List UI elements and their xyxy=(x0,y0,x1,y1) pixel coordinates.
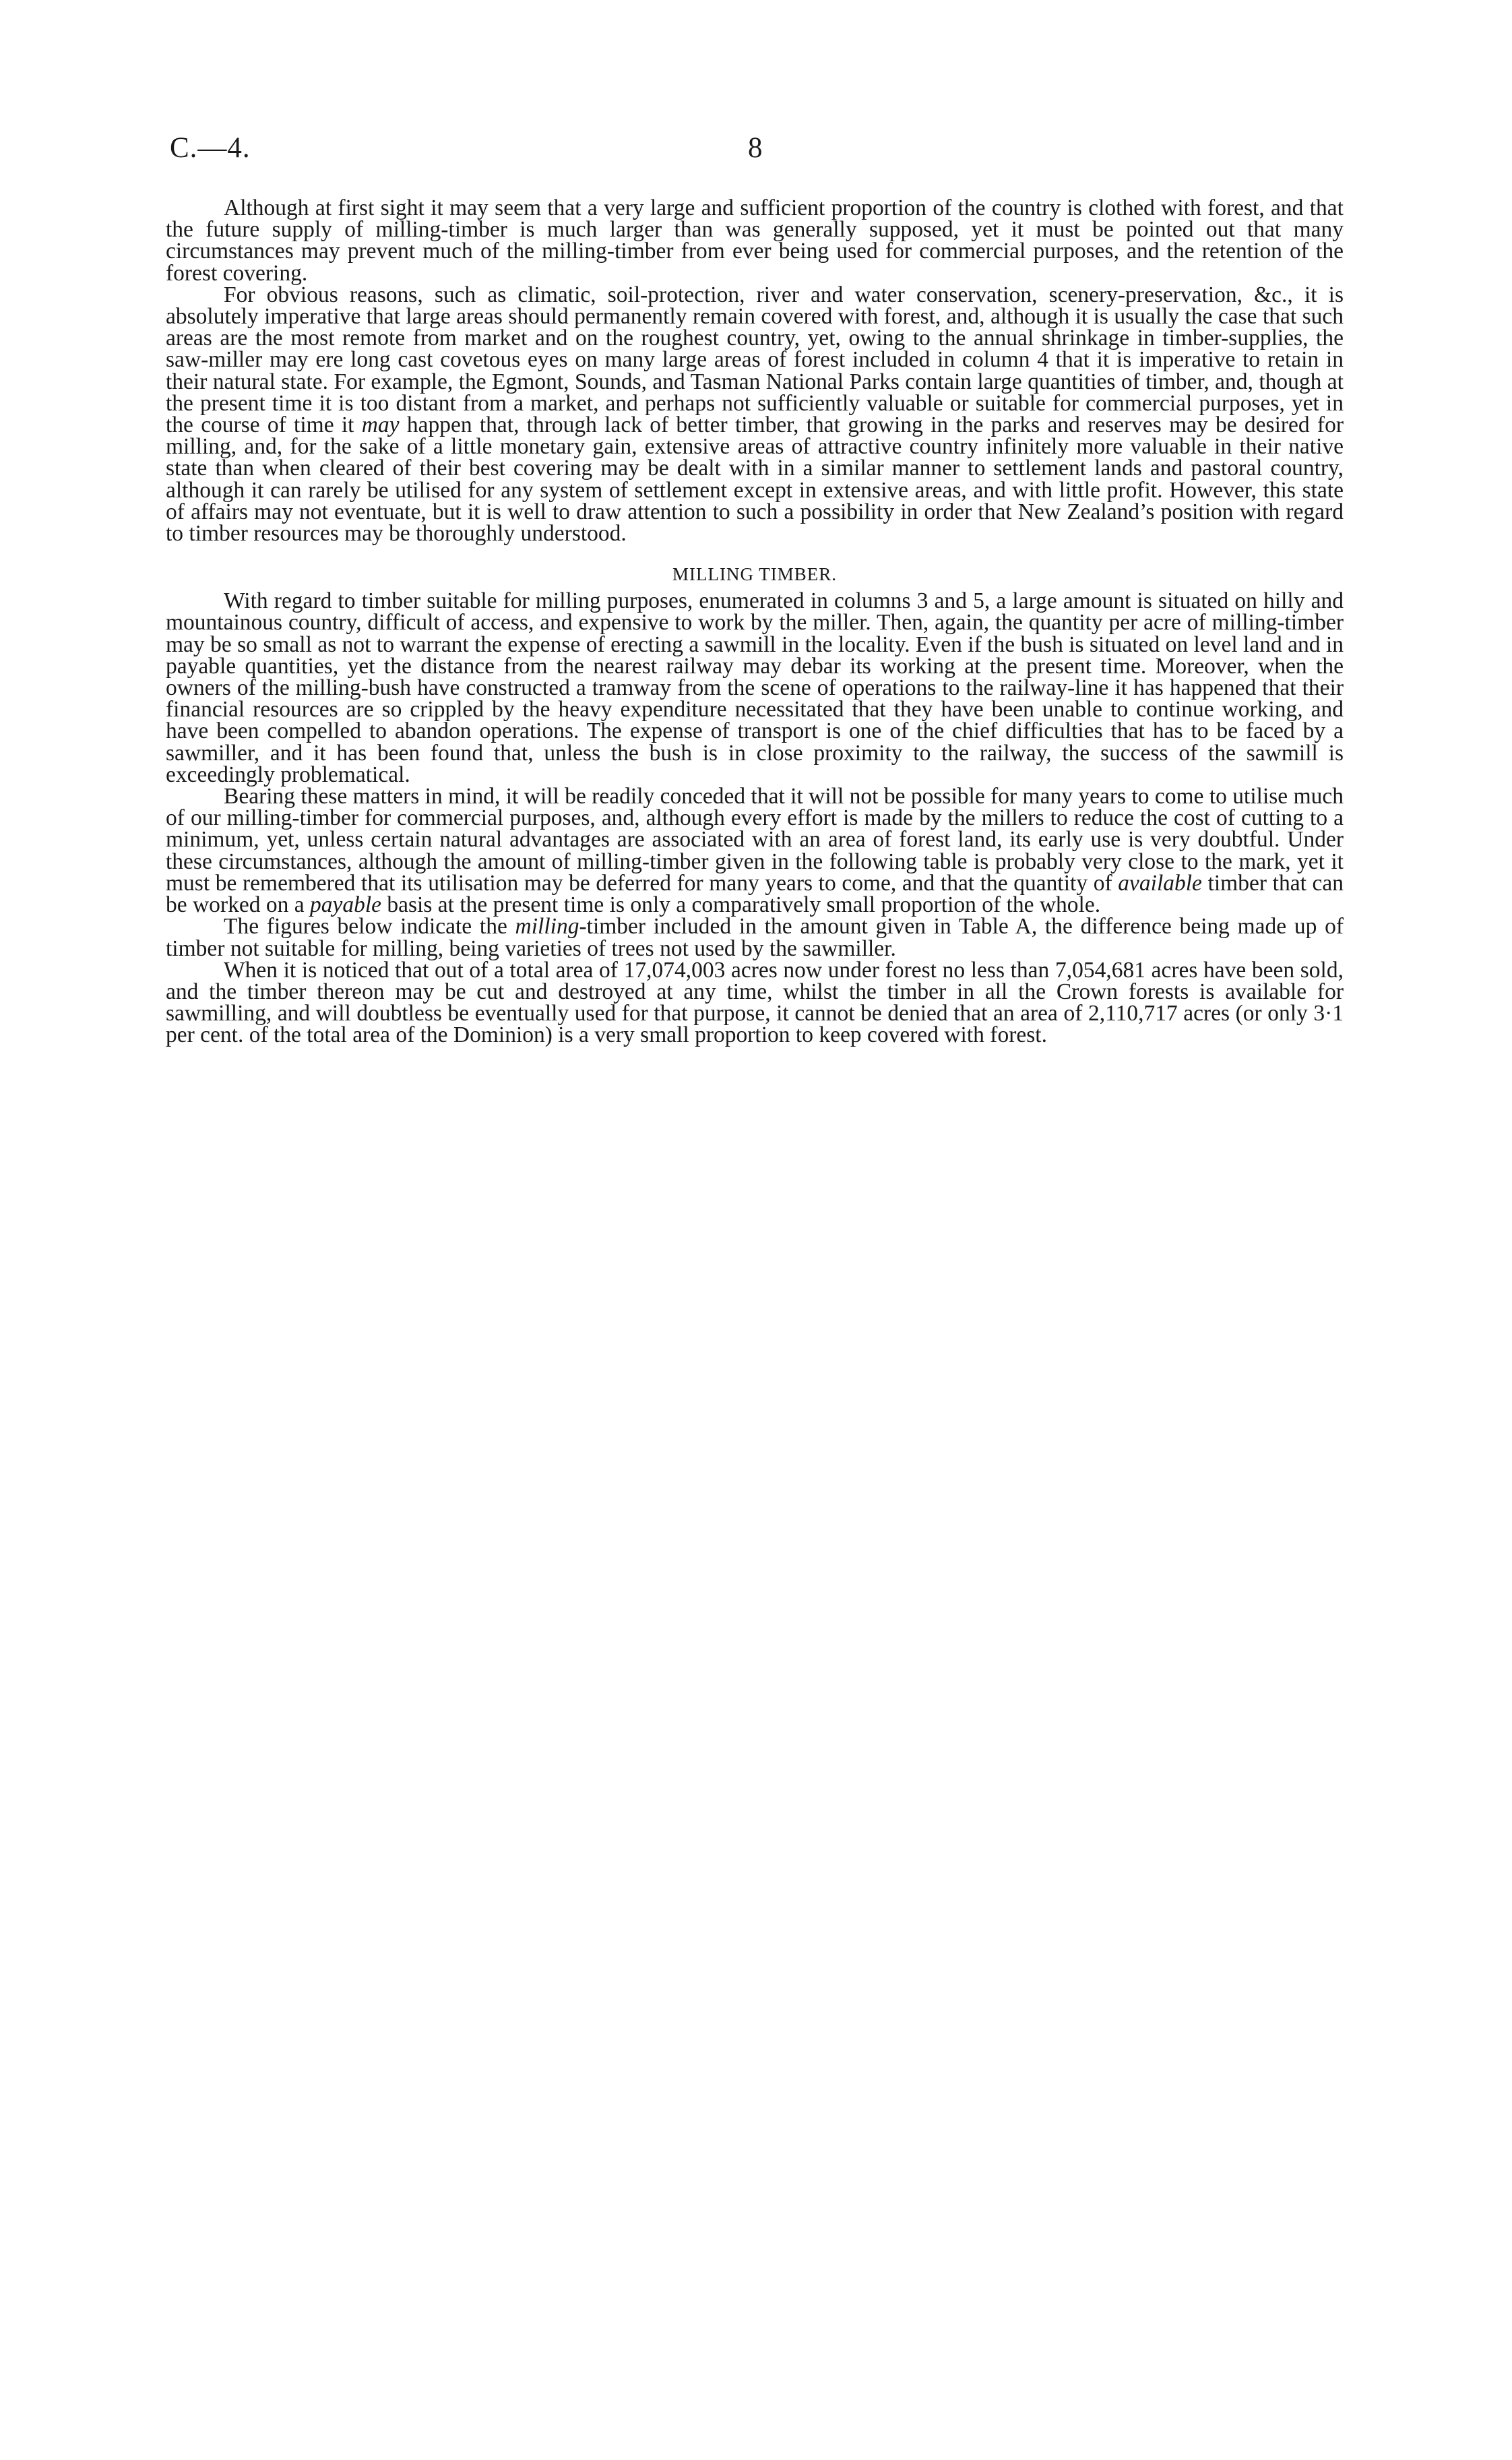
paragraph-text: The figures below indicate the xyxy=(224,914,515,940)
paragraph-figures-below xyxy=(166,916,1344,959)
document-code: C.—4. xyxy=(170,132,251,164)
emphasis-text: may xyxy=(361,412,400,438)
emphasis-text: available xyxy=(1118,870,1202,896)
emphasis-text: payable xyxy=(309,892,382,918)
paragraph-milling-purposes: With regard to timber suitable for milling purposes, enumerated in columns 3 and 5, a large amount is situated on hilly and mountainous country, difficult of access, and expensive to work by the miller. Then, again, the quantity per acre of milling-timber may be so small as not to warrant the expense of erecting a sawmill in the locality. Even if the bush is situated on level land and in payable quantities, yet the distance from the nearest railway may debar its working at the present time. Moreover, when the owners of the milling-bush have constructed a tramway from the scene of operations to the railway-line it has happened that their financial resources are so crippled by the heavy expenditure necessitated that they have been unable to continue working, and have been compelled to abandon operations. The expense of transport is one of the chief difficulties that has to be faced by a sawmiller, and it has been found that, unless the bush is in close proximity to the railway, the success of the sawmill is exceedingly problematical. xyxy=(166,588,1344,787)
body-text xyxy=(166,197,1344,1047)
paragraph-total-area: When it is noticed that out of a total area of 17,074,003 acres now under forest no less than 7,054,681 acres have been sold, and the timber thereon may be cut and destroyed at any time, whilst the timber in all the Crown forests is available for sawmilling, and will doubtless be eventually used for that purpose, it cannot be denied that an area of 2,110,717 acres (or only 3·1 per cent. of the total area of the Dominion) is a very small proportion to keep covered with forest. xyxy=(166,957,1344,1048)
page-number: 8 xyxy=(748,132,763,164)
paragraph-text: timber that can be worked on a xyxy=(166,870,1344,918)
paragraph-text: basis at the present time is only a comparatively small proportion of the whole. xyxy=(381,892,1101,918)
paragraph-bearing-in-mind xyxy=(166,786,1344,916)
paragraph-text: For obvious reasons, such as climatic, soil-protection, river and water conservation, scenery-preservation, &c., it is absolutely imperative that large areas should permanently remain covered with forest, and, although it is usually the case that such areas are the most remote from market and on the roughest country, yet, owing to the annual shrinkage in timber-supplies, the saw-miller may ere long cast covetous eyes on many large areas of forest included in column 4 that it is imperative to retain in their natural state. For example, the Egmont, Sounds, and Tasman National Parks contain large quantities of timber, and, though at the present time it is too distant from a market, and perhaps not sufficiently valuable or suitable for commercial purposes, yet in the course of time it xyxy=(166,282,1344,438)
paragraph-text: -timber included in the amount given in Table A, the difference being made up of timber not suitable for milling, being varieties of trees not used by the sawmiller. xyxy=(166,914,1344,961)
paragraph-forest-proportion: Although at first sight it may seem that a very large and sufficient proportion of the country is clothed with forest, and that the future supply of milling-timber is much larger than was generally supposed, yet it must be pointed out that many circumstances may prevent much of the milling-timber from ever being used for commercial purposes, and the retention of the forest covering. xyxy=(166,195,1344,286)
paragraph-text: happen that, through lack of better timber, that growing in the parks and reserves may be desired for milling, and, for the sake of a little monetary gain, extensive areas of attractive country infinitely more valuable in their native state than when cleared of their best covering may be dealt with in a similar manner to settlement lands and pastoral country, although it can rarely be utilised for any system of settlement except in extensive areas, and with little profit. However, this state of affairs may not eventuate, but it is well to draw attention to such a possibility in order that New Zealand’s position with regard to timber resources may be thoroughly understood. xyxy=(166,412,1344,547)
paragraph-text: Bearing these matters in mind, it will be readily conceded that it will not be possible for many years to come to utilise much of our milling-timber for commercial purposes, and, although every effort is made by the millers to reduce the cost of cutting to a minimum, yet, unless certain natural advantages are associated with an area of forest land, its early use is very doubtful. Under these circumstances, although the amount of milling-timber given in the following table is probably very close to the mark, yet it must be remembered that its utilisation may be deferred for many years to come, and that the quantity of xyxy=(166,784,1344,896)
page-header xyxy=(170,131,1342,172)
section-heading-milling-timber: MILLING TIMBER. xyxy=(672,564,837,585)
paragraph-reserves xyxy=(166,284,1344,545)
emphasis-text: milling xyxy=(515,914,579,940)
